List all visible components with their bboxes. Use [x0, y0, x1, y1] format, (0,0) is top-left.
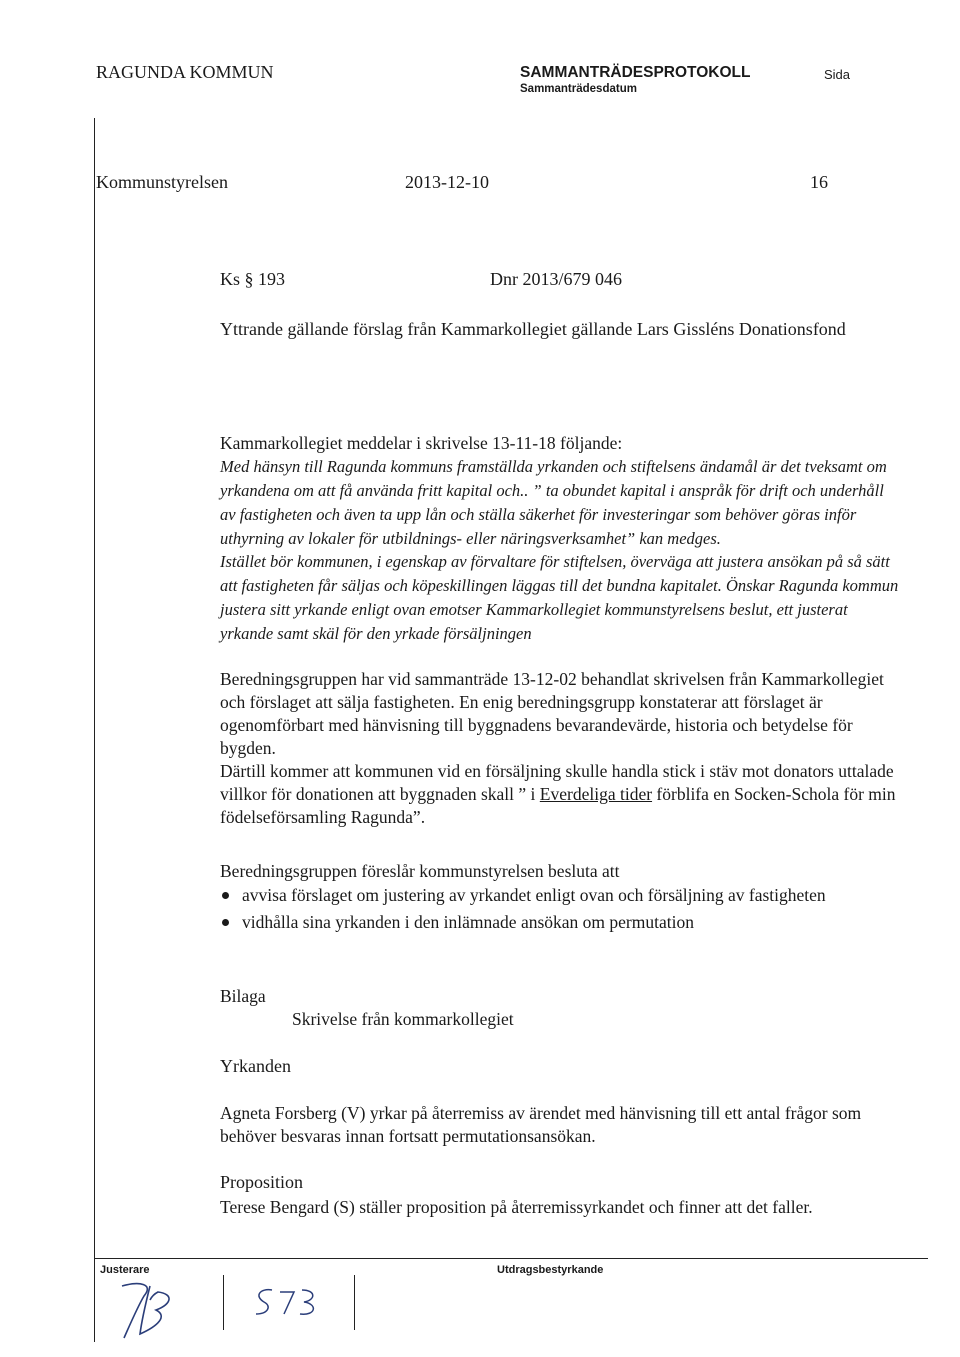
signature-initials-2 [250, 1282, 330, 1326]
proposal-intro: Beredningsgruppen föreslår kommunstyrelsen besluta att [220, 861, 620, 881]
footer-divider [354, 1275, 355, 1330]
yrkanden-heading: Yrkanden [220, 1056, 291, 1076]
attachment-item: Skrivelse från kommarkollegiet [292, 1009, 514, 1029]
quote-1: Med hänsyn till Ragunda kommuns framställda yrkanden och stiftelsens ändamål är det tveksamt om yrkandena om att få använda fritt kapital och.. ” ta obundet kapital i anspråk för drift och underhåll av fastigheten och även ta upp lån och ställa säkerhet för investeringar som behöver göras inför uthyrning av lokaler för utbildnings- eller näringsverksamhet” kan medges. [220, 457, 887, 548]
intro-text: Kammarkollegiet meddelar i skrivelse 13-11-18 följande: [220, 433, 623, 453]
bullet-icon [222, 892, 229, 899]
footer-rule [94, 1258, 928, 1259]
footer-divider [223, 1275, 224, 1330]
proposal-list [220, 884, 870, 938]
paragraph-2 [220, 760, 900, 829]
page-label: Sida [824, 67, 851, 82]
utdrag-label: Utdragsbestyrkande [497, 1264, 604, 1276]
paragraph-2-text-b: förblifa en Socken-Schola för min födelseförsamling Ragunda”. [220, 784, 896, 827]
quote-2: Istället bör kommunen, i egenskap av förvaltare för stiftelsen, överväga att justera ansökan på så sätt att fastigheten får säljas och köpeskillingen läggas till det bundna kapitalet. Önskar Ragunda kommun justera sitt yrkande enligt ovan emotser Kammarkollegiet kommunstyrelsens beslut, ett justerat yrkande samt skäl för den yrkade försäljningen [220, 552, 899, 643]
bullet-icon [222, 919, 229, 926]
paragraph-1: Beredningsgruppen har vid sammanträde 13-12-02 behandlat skrivelsen från Kammarkollegiet och förslaget att sälja fastigheten. En enig beredningsgrupp konstaterar att förslaget är ogenomförbart med hänvisning till byggnadens bevarandevärde, historia och betydelse för bygden. [220, 669, 884, 758]
meeting-date: 2013-12-10 [405, 172, 489, 192]
yrkanden-text: Agneta Forsberg (V) yrkar på återremiss av ärendet med hänvisning till ett antal frågor som behöver besvaras innan fortsatt permutationsansökan. [220, 1103, 862, 1146]
attachment-heading: Bilaga [220, 986, 266, 1006]
protocol-title: SAMMANTRÄDESPROTOKOLL [520, 64, 751, 81]
dnr: Dnr 2013/679 046 [490, 269, 622, 289]
justerare-label: Justerare [100, 1264, 150, 1276]
org-name: RAGUNDA KOMMUN [96, 62, 274, 82]
protocol-subtitle: Sammanträdesdatum [520, 83, 637, 95]
page-number: 16 [810, 172, 828, 192]
paragraph-2-text-a: Därtill kommer att kommunen vid en försäljning skulle handla stick i stäv mot donators uttalade villkor för donationen att byggnaden skall ” i [220, 761, 894, 804]
left-margin-line [94, 118, 95, 1342]
proposition-heading: Proposition [220, 1172, 304, 1192]
case-title: Yttrande gällande förslag från Kammarkollegiet gällande Lars Gissléns Donationsfond [220, 319, 846, 339]
paragraph-ref: Ks § 193 [220, 269, 286, 289]
proposition-text: Terese Bengard (S) ställer proposition på återremissyrkandet och finner att det faller. [220, 1197, 813, 1217]
signature-initials-1 [110, 1276, 200, 1348]
underlined-phrase: Everdeliga tider [539, 784, 653, 804]
list-item: vidhålla sina yrkanden i den inlämnade ansökan om permutation [220, 911, 870, 934]
meeting-body: Kommunstyrelsen [96, 172, 228, 192]
list-item: avvisa förslaget om justering av yrkandet enligt ovan och försäljning av fastigheten [220, 884, 870, 907]
